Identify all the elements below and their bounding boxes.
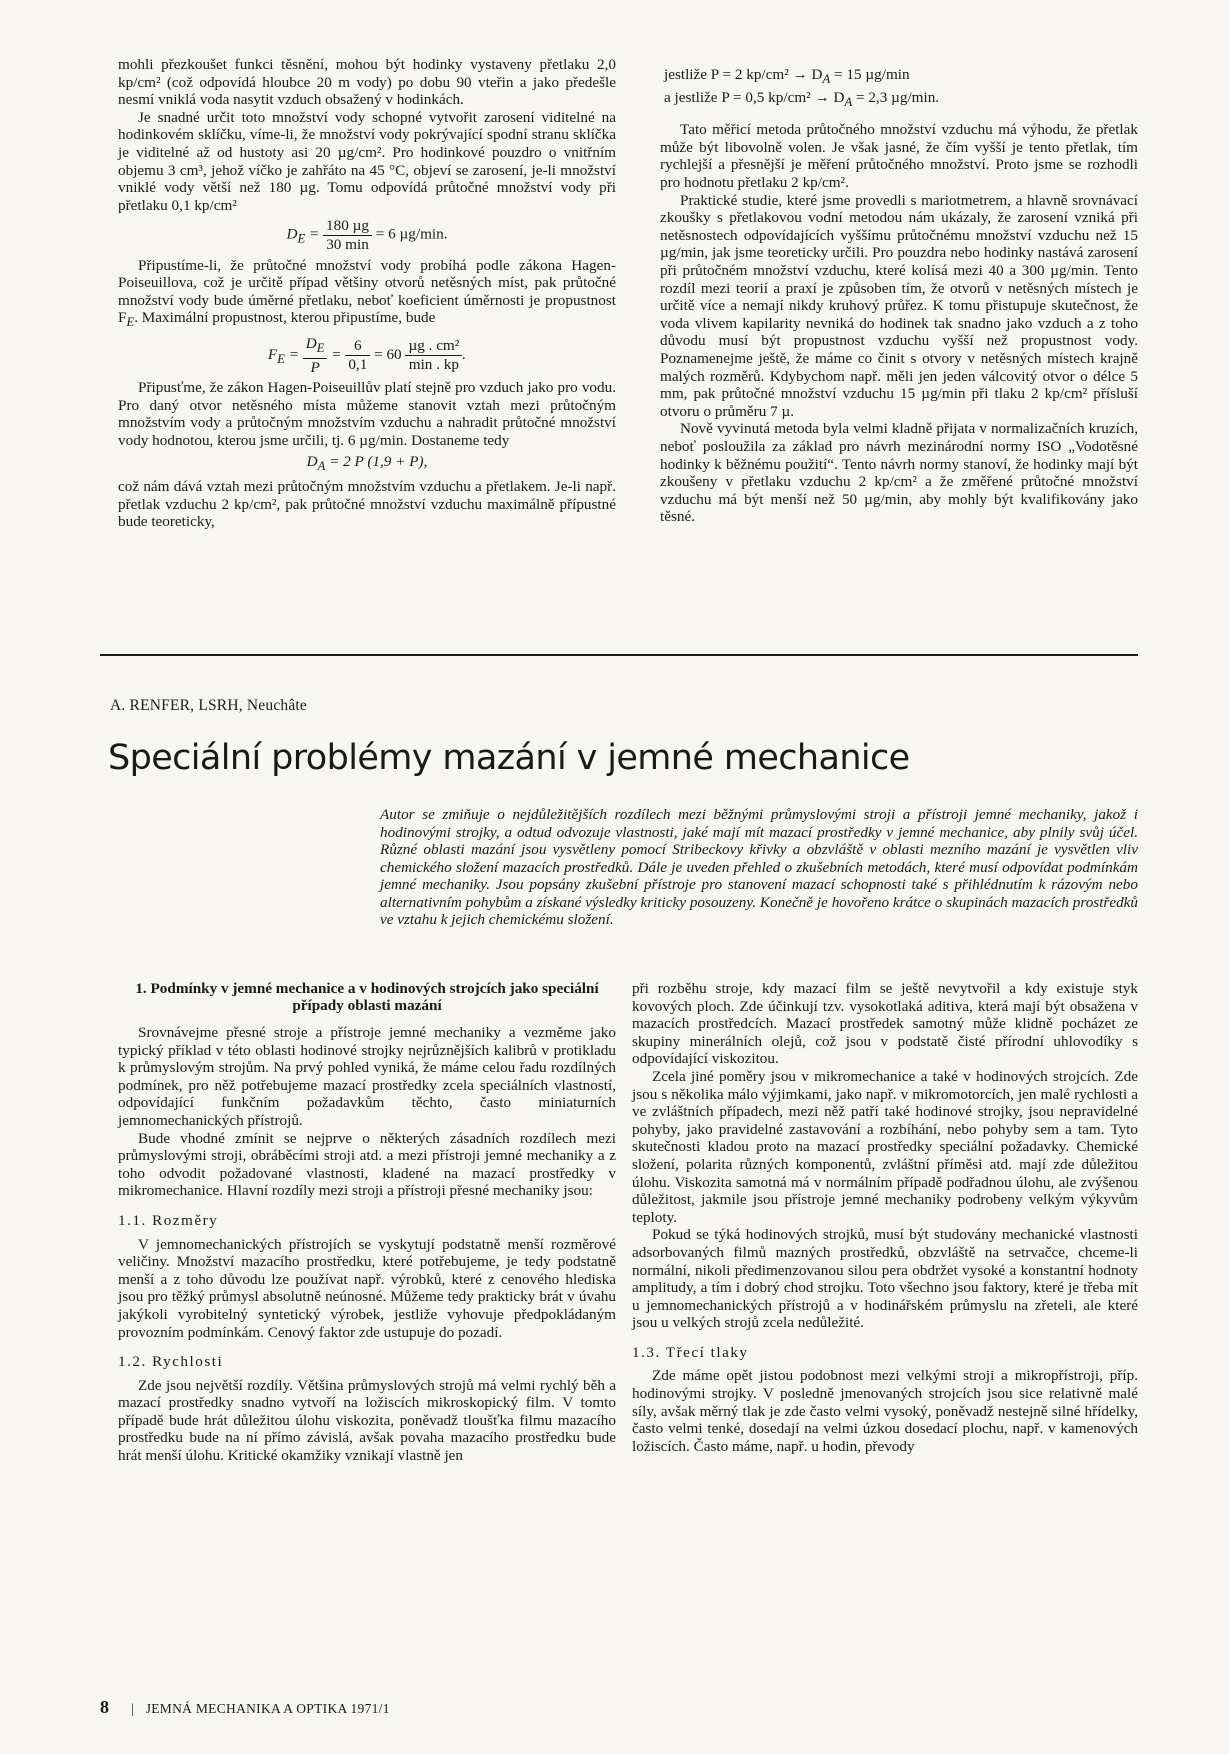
top-right-column xyxy=(660,66,1138,526)
paragraph: Zde jsou největší rozdíly. Většina průmyslových strojů má velmi rychlý běh a mazací prostředky snadno vytvoří na ložiscích mikroskopický film. V tomto případě bude hrát důležitou úlohu viskozita, poněvadž tloušťka filmu mazacího prostředku bude na ní přímo závislá, avšak povaha mazacího prostředku bude hrát menší úlohu. Kritické okamžiky vznikají vlastně jen xyxy=(118,1376,616,1465)
equation-da: $D_A = 2$ P (1,9 + P), xyxy=(306,452,428,473)
bottom-left-column xyxy=(118,980,616,1465)
paragraph: mohli přezkoušet funkci těsnění, mohou být hodinky vystaveny přetlaku 2,0 kp/cm² (což odpovídá hloubce 20 m vody) po dobu 90 vteřin a jako předešle nesmí vniklá voda nasytit vzduch obsažený v hodinkách. xyxy=(118,56,616,109)
subsection-heading: 1.3. Třecí tlaky xyxy=(632,1343,749,1361)
formula-line: jestliže P = 2 $kp/cm^2 \to D_A = 15$ µg/min xyxy=(664,66,910,87)
fraction: $\frac{D_E}{P}$ xyxy=(303,335,328,376)
paragraph: Srovnávejme přesné stroje a přístroje jemné mechaniky a vezměme jako typický příklad v této oblasti hodinové strojky nejrůznějších kalibrů v protikladu k průmyslovým strojům. Na prvý pohled vyniká, že máme celou řadu rozdílných podmínek, pro něž potřebujeme mazací prostředky zcela speciálních vlastností, odpovídající funkčním požadavkům těchto, často miniaturních jemnomechanických přístrojů. xyxy=(118,1024,616,1129)
paragraph: Nově vyvinutá metoda byla velmi kladně přijata v normalizačních kruzích, neboť posloužila za základ pro návrh mezinárodní normy ISO „Vodotěsné hodinky k běžnému použití“. Tento návrh normy stanoví, že hodinky mají být zkoušeny v přetlaku vzduchu 2 kp/cm² a že změřené průtočné množství vzduchu má být menší než 50 µg/min, aby mohly být kvalifikovány jako těsné. xyxy=(660,420,1138,526)
journal-name: JEMNÁ MECHANIKA A OPTIKA 1971/1 xyxy=(145,1701,390,1716)
article-abstract: Autor se zmiňuje o nejdůležitějších rozdílech mezi běžnými průmyslovými stroji a přístroji jemné mechaniky, jakož i hodinovými strojky, a odtud odvozuje vlastnosti, jaké mají mít mazací prostředky v jemné mechanice, aby plnily svůj účel. Různé oblasti mazání jsou vysvětleny pomocí Stribeckovy křivky a obzvláště v oblasti mezního mazání je vysvětlen vliv chemického složení mazacích prostředků. Dále je uveden přehled o zkušebních metodách, které musí odpovídat podmínkám jemné mechaniky. Jsou popsány zkušební přístroje pro stanovení mazací schopnosti také s přihlédnutím k rázovým nebo alternativním pohybům a získané výsledky kriticky posouzeny. Konečně je hovořeno krátce o skupinách mazacích prostředků ve vztahu k jejich chemickému složení. xyxy=(380,806,1138,928)
section-heading: 1. Podmínky v jemné mechanice a v hodinových strojcích jako speciální případy oblasti mazání xyxy=(135,980,599,1014)
section-divider xyxy=(100,654,1138,656)
paragraph: Bude vhodné zmínit se nejprve o některých zásadních rozdílech mezi průmyslovými stroji, obráběcími stroji atd. a mezi přístroji jemné mechaniky a z toho odvodit požadované vlastnosti, kladené na mazací prostředky v mikromechanice. Hlavní rozdíly mezi stroji a přístroji přesné mechaniky jsou: xyxy=(118,1129,616,1200)
article-author: A. RENFER, LSRH, Neuchâte xyxy=(110,697,308,714)
paragraph: Je snadné určit toto množství vody schopné vytvořit zarosení viditelné na hodinkovém sklíčku, víme-li, že množství vody pokrývající spodní stranu sklíčka je viditelné až od hustoty asi 20 µg/cm². Pro hodinkové pouzdro o vnitřním objemu 3 cm³, jehož víčko je zahřáto na 45 °C, objeví se zarosení, je-li množství vniklé vody větší než 180 µg. Tomu odpovídá průtočné množství vody při přetlaku 0,1 kp/cm² xyxy=(118,108,616,214)
subsection-heading: 1.2. Rychlosti xyxy=(118,1353,224,1371)
fraction: $\frac{6}{0,1}$ xyxy=(345,337,370,373)
page-number: 8 xyxy=(100,1697,110,1717)
paragraph: V jemnomechanických přístrojích se vyskytují podstatně menší rozměrové veličiny. Množství mazacího prostředku, které potřebujeme, je tedy podstatně menší a z toho důvodu lze používat např. výrobků, které z cenového hlediska jsou pro těžký průmysl absolutně neúnosné. Můžeme tedy prakticky brát v úvahu jakýkoli vyrobitelný syntetický výrobek, jestliže vyhovuje předpokládaným provozním podmínkám. Cenový faktor zde ustupuje do pozadí. xyxy=(118,1235,616,1341)
paragraph: Zde máme opět jistou podobnost mezi velkými stroji a mikropřístroji, příp. hodinovými strojky. V posledně jmenovaných strojcích jsou sice relativně malé síly, avšak měrný tlak je zde často velmi vysoký, poněvadž nestejně silné hřídelky, často velmi tenké, dosedají na velmi úzkou dosedací plochu, např. v kamenových ložiscích. Často máme, např. u hodin, převody xyxy=(632,1367,1138,1455)
paragraph: Praktické studie, které jsme provedli s mariotmetrem, a hlavně srovnávací zkoušky s přetlakovou vodní metodou nám ukázaly, že zarosení vzniká při netěsnostech odpovídajících vyššímu průtočnému množství vzduchu než 15 µg/min, jak jsme teoreticky určili. Pro pouzdra nebo hodinky nastává zarosení při průtočném množství vzduchu, které kolísá mezi 40 a 300 µg/min. Tento rozdíl mezi teorií a praxí je způsoben tím, že otvorů v netěsných místech je určitě více a nemají nikdy kruhový průřez. K tomu přistupuje skutečnost, že voda vlivem kapilarity nevniká do hodinek tak snadno jako vzduch a z toho důvodu musí být propustnost vzduchu vyšší než propustnost vody. Poznamenejme ještě, že máme co činit s otvory v netěsných místech krajně malých rozměrů. Kdybychom např. měli jen jeden válcovitý otvor o délce 5 mm, pak průtočné množství vzduchu 15 µg/min při tlaku 2 kp/cm² přísluší otvoru o průměru 7 µ. xyxy=(660,191,1138,420)
paragraph: při rozběhu stroje, kdy mazací film se ještě nevytvořil a kdy existuje styk kovových ploch. Zde účinkují tzv. vysokotlaká aditiva, která mají být obsažena v mazacích prostředcích. Mazací prostředek samotný může klidně pocházet ze skupiny minerálních olejů, což jsou v podstatě čisté přírodní uhlovodíky s odpovídající viskozitou. xyxy=(632,980,1138,1068)
bottom-right-column xyxy=(632,980,1138,1455)
paragraph: Připustíme-li, že průtočné množství vody probíhá podle zákona Hagen-Poiseuillova, což je určitě případ většiny otvorů netěsných míst, pak průtočné množství vody bude úměrné přetlaku, neboť koeficient úměrnosti je propustnost $F_E$. Maximální propustnost, kterou připustíme, bude xyxy=(118,256,616,330)
top-left-column xyxy=(118,56,616,531)
equation-de: $D_E$ = $\frac{\text{180 µg}}{30 \min}$ = 6 µg/min. xyxy=(286,217,448,253)
footer-separator: | xyxy=(131,1701,135,1716)
fraction: $\frac{\text{µg . cm²}}{\min . kp}$ xyxy=(405,337,462,373)
equation-fe: $F_E$ = $\frac{D_E}{P}$ = $\frac{6}{0,1}$ = 60 $\frac{\text{µg . cm²}}{\min . kp}$ . xyxy=(267,334,467,376)
fraction: $\frac{\text{180 µg}}{30 \min}$ xyxy=(323,217,372,253)
paragraph: Pokud se týká hodinových strojků, musí být studovány mechanické vlastnosti adsorbovaných filmů mazných prostředků, obzvláště na setrvačce, chceme-li normální, nikoli předimenzovanou silou pera obdržet vysoké a konstantní hodnoty amplitudy, a tím i dobrý chod strojku. Toto všechno jsou faktory, které je třeba mít u jemnomechanických přístrojů a v hodinářském průmyslu na zřeteli, ale které jsou u velkých strojů zcela nedůležité. xyxy=(632,1226,1138,1332)
paragraph: což nám dává vztah mezi průtočným množstvím vzduchu a přetlakem. Je-li např. přetlak vzduchu 2 kp/cm², pak průtočné množství vzduchu maximálně přípustné bude teoreticky, xyxy=(118,478,616,531)
subsection-heading: 1.1. Rozměry xyxy=(118,1211,219,1229)
paragraph: Zcela jiné poměry jsou v mikromechanice a také v hodinových strojcích. Zde jsou s několika málo výjimkami, jako např. v mikromotorcích, jen malé rychlosti a ve zvláštních případech, mezi něž patří také hodinové strojky, jsou nepravidelné pohyby, jako pravidelné zastavování a rozbíhání, nebo pohyby sem a tam. Tyto skutečnosti kladou proto na mazací prostředky speciální požadavky. Chemické složení, polarita různých komponentů, zvláštní příměsi atd. mají zde důležitou úlohu. Viskozita samotná má v normálním případě podřadnou úlohu, ale zvýšenou důležitost, jakmile jsou přístroje jemné mechaniky podrobeny velkým výkyvům teploty. xyxy=(632,1067,1138,1226)
paragraph: Tato měřicí metoda průtočného množství vzduchu má výhodu, že přetlak může být libovolně volen. Je však jasné, že čím vyšší je tento přetlak, tím rychlejší a přesnější je měření průtočného množství. Proto jsme se rozhodli pro hodnotu přetlaku 2 kp/cm². xyxy=(660,121,1138,192)
article-title: Speciální problémy mazání v jemné mechanice xyxy=(108,738,910,778)
formula-line: a jestliže P = 0,5 $kp/cm^2 \to D_A = 2,3$ µg/min. xyxy=(664,88,940,109)
page-footer xyxy=(100,1697,390,1718)
paragraph: Připusťme, že zákon Hagen-Poiseuillův platí stejně pro vzduch jako pro vodu. Pro daný otvor netěsného místa můžeme stanovit vztah mezi průtočným množstvím vody a průtočným množstvím vzduchu a nahradit průtočné množství vody hodnotou, kterou jsme určili, tj. 6 µg/min. Dostaneme tedy xyxy=(118,379,616,449)
